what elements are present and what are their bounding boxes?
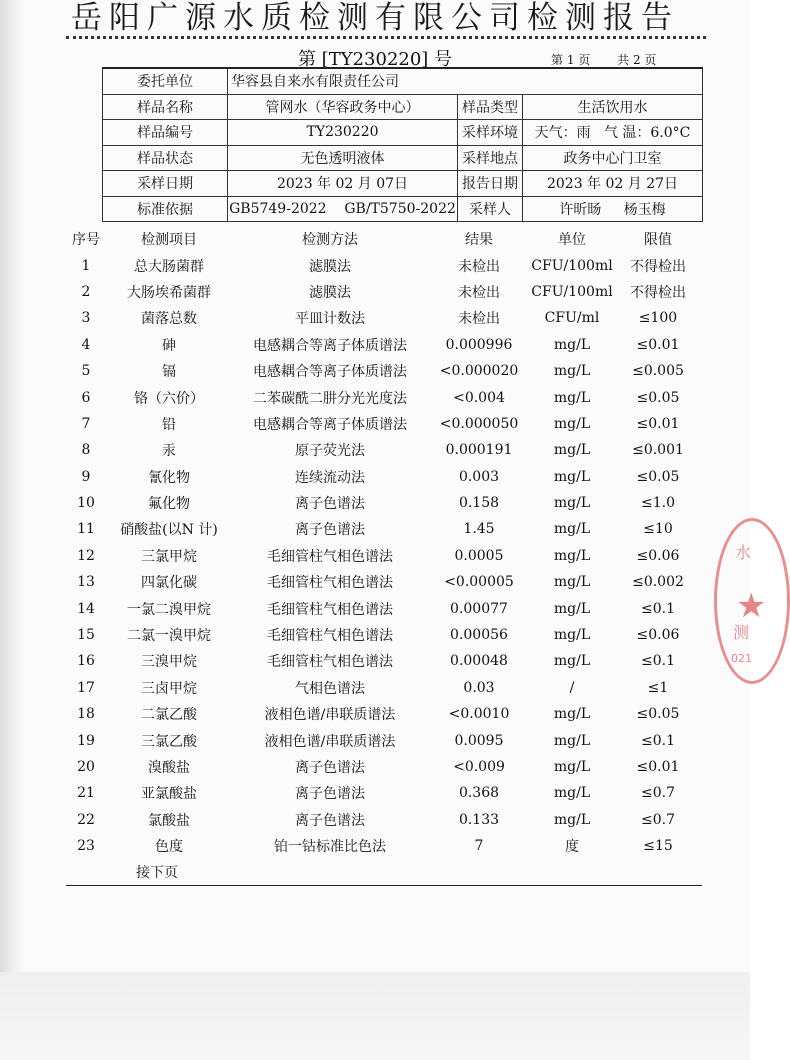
temperature-value: 气 温：6.0°C — [603, 125, 691, 142]
row-result: 7 — [474, 838, 484, 855]
info-row-sample-name — [103, 94, 703, 120]
row-index: 15 — [77, 627, 95, 644]
sample-name-label: 样品名称 — [103, 94, 228, 120]
row-item: 铅 — [162, 416, 176, 433]
row-limit: ≤0.05 — [636, 468, 680, 485]
row-item: 氰化物 — [148, 469, 190, 486]
row-result: 0.00056 — [450, 627, 508, 644]
row-method: 液相色谱/串联质谱法 — [264, 733, 396, 750]
row-item: 镉 — [162, 364, 176, 381]
table-row — [66, 516, 702, 542]
row-unit: mg/L — [553, 759, 591, 775]
row-method: 离子色谱法 — [295, 812, 365, 829]
row-method: 滤膜法 — [309, 258, 351, 275]
table-row — [66, 675, 702, 701]
location-value: 政务中心门卫室 — [523, 145, 703, 171]
title-dotted-divider — [66, 36, 706, 39]
env-label: 采样环境 — [458, 120, 523, 146]
row-limit: ≤0.1 — [641, 600, 675, 617]
row-index: 8 — [81, 442, 91, 459]
table-row — [66, 279, 702, 305]
row-unit: CFU/ml — [544, 310, 600, 327]
row-result: <0.000050 — [439, 415, 519, 432]
report-number: 第 [TY230220] 号 — [297, 49, 453, 70]
seal-text-mid: 测 — [733, 623, 750, 642]
standard-label: 标准依据 — [103, 196, 228, 222]
row-limit: ≤0.7 — [641, 811, 675, 828]
row-result: 未检出 — [458, 311, 500, 328]
row-unit: mg/L — [553, 495, 591, 512]
row-method: 气相色谱法 — [295, 680, 365, 697]
table-row — [66, 252, 702, 278]
sampling-date-value: 2023 年 02 月 07日 — [228, 171, 458, 197]
page-total: 共 2 页 — [617, 53, 657, 67]
table-row — [66, 384, 702, 410]
sampler-value — [523, 196, 703, 222]
row-item: 氟化物 — [148, 496, 190, 513]
row-item: 三溴甲烷 — [141, 654, 197, 671]
row-unit: mg/L — [553, 415, 591, 432]
sampling-date-label: 采样日期 — [103, 171, 228, 197]
row-index: 17 — [77, 679, 95, 696]
table-row — [66, 358, 702, 384]
row-index: 13 — [77, 574, 95, 591]
row-method: 液相色谱/串联质谱法 — [264, 707, 396, 724]
seal-star-icon: ★ — [736, 586, 767, 626]
bottom-divider — [66, 885, 702, 886]
row-result: 0.133 — [458, 811, 500, 828]
table-row — [66, 411, 702, 437]
table-row — [66, 437, 702, 463]
row-unit: mg/L — [553, 468, 591, 485]
row-item: 铬（六价） — [134, 390, 204, 407]
results-body — [66, 252, 702, 859]
row-index: 4 — [81, 336, 91, 353]
report-title: 岳阳广源水质检测有限公司检测报告 — [71, 0, 679, 36]
row-item: 色度 — [155, 839, 183, 856]
table-row — [66, 754, 702, 780]
page-number: 第 1 页 — [551, 53, 591, 67]
row-item: 亚氯酸盐 — [141, 786, 197, 803]
table-row — [66, 490, 702, 516]
test-results-table — [66, 226, 702, 859]
row-item: 总大肠菌群 — [134, 258, 204, 275]
row-method: 电感耦合等离子体质谱法 — [253, 337, 407, 354]
row-result: 0.368 — [458, 785, 500, 802]
row-item: 三氯乙酸 — [141, 733, 197, 750]
row-result: 0.00077 — [450, 600, 508, 617]
row-result: <0.000020 — [439, 363, 519, 380]
report-date-label: 报告日期 — [458, 171, 523, 197]
row-index: 10 — [77, 495, 95, 512]
row-method: 离子色谱法 — [295, 496, 365, 513]
row-unit: mg/L — [553, 547, 591, 564]
client-label: 委托单位 — [103, 68, 228, 94]
row-limit: ≤0.1 — [641, 732, 675, 749]
row-method: 铂一钴标准比色法 — [274, 839, 386, 856]
results-header-row — [66, 226, 702, 252]
table-row — [66, 332, 702, 358]
row-item: 菌落总数 — [141, 311, 197, 328]
row-index: 20 — [77, 759, 95, 775]
row-method: 离子色谱法 — [295, 522, 365, 539]
row-method: 毛细管柱气相色谱法 — [267, 548, 393, 565]
row-index: 5 — [81, 363, 91, 380]
standard-value: GB5749-2022 GB/T5750-2022 — [228, 196, 458, 222]
row-limit: ≤10 — [643, 521, 673, 538]
info-row-state — [103, 145, 703, 171]
row-item: 四氯化碳 — [141, 575, 197, 592]
row-limit: ≤0.1 — [641, 653, 675, 670]
sampler-label: 采样人 — [458, 196, 523, 222]
row-index: 22 — [77, 811, 95, 828]
row-limit: ≤0.01 — [636, 415, 680, 432]
table-row — [66, 833, 702, 859]
table-row — [66, 807, 702, 833]
row-result: 未检出 — [458, 258, 500, 275]
info-row-standard — [103, 196, 703, 222]
row-index: 12 — [77, 547, 95, 564]
row-unit: mg/L — [553, 653, 591, 670]
header-result: 结果 — [465, 232, 493, 249]
sample-no-label: 样品编号 — [103, 120, 228, 146]
row-unit: mg/L — [553, 363, 591, 380]
row-limit: ≤15 — [643, 838, 673, 855]
row-unit: mg/L — [553, 600, 591, 617]
row-method: 连续流动法 — [295, 469, 365, 486]
row-method: 离子色谱法 — [295, 786, 365, 803]
sample-name-value: 管网水（华容政务中心） — [228, 94, 458, 120]
state-value: 无色透明液体 — [228, 145, 458, 171]
row-index: 21 — [77, 785, 95, 802]
row-result: 0.003 — [458, 468, 500, 485]
info-row-sample-no — [103, 120, 703, 146]
row-unit: mg/L — [553, 732, 591, 749]
row-result: 0.000996 — [445, 336, 513, 353]
continue-note: 接下页 — [136, 865, 178, 881]
client-value: 华容县自来水有限责任公司 — [228, 68, 703, 94]
page-indicator — [551, 51, 660, 68]
seal-text-top: 水 — [735, 543, 752, 562]
row-unit: mg/L — [553, 627, 591, 644]
table-row — [66, 569, 702, 595]
row-result: 1.45 — [463, 521, 495, 538]
info-row-date — [103, 171, 703, 197]
row-unit: mg/L — [553, 811, 591, 828]
scan-shadow-edge — [0, 0, 26, 972]
row-index: 3 — [81, 310, 91, 327]
row-limit: ≤0.7 — [641, 785, 675, 802]
row-limit: ≤0.01 — [636, 759, 680, 775]
row-unit: mg/L — [553, 706, 591, 723]
row-item: 砷 — [162, 337, 176, 354]
row-method: 电感耦合等离子体质谱法 — [253, 364, 407, 381]
page-bottom-margin — [0, 972, 750, 1060]
row-index: 2 — [81, 283, 91, 300]
sample-type-label: 样品类型 — [458, 94, 523, 120]
row-result: <0.004 — [453, 389, 505, 406]
table-row — [66, 780, 702, 806]
row-result: <0.0010 — [448, 706, 510, 723]
header-method: 检测方法 — [302, 232, 358, 249]
row-item: 硝酸盐(以N 计) — [120, 522, 218, 539]
row-method: 滤膜法 — [309, 284, 351, 301]
sample-no-value: TY230220 — [228, 120, 458, 146]
table-row — [66, 464, 702, 490]
table-row — [66, 648, 702, 674]
row-unit: CFU/100ml — [531, 257, 613, 274]
row-limit: 不得检出 — [630, 258, 686, 275]
row-index: 14 — [77, 600, 95, 617]
row-item: 氯酸盐 — [148, 812, 190, 829]
header-index: 序号 — [72, 232, 100, 249]
row-unit: mg/L — [553, 389, 591, 406]
row-method: 毛细管柱气相色谱法 — [267, 654, 393, 671]
row-item: 二氯一溴甲烷 — [127, 628, 211, 645]
location-label: 采样地点 — [458, 145, 523, 171]
row-unit: CFU/100ml — [531, 283, 613, 300]
row-result: 0.158 — [458, 495, 500, 512]
row-unit: mg/L — [553, 521, 591, 538]
row-result: <0.00005 — [444, 574, 514, 591]
row-index: 7 — [81, 415, 91, 432]
weather-value: 天气：雨 — [534, 125, 591, 142]
row-unit: / — [569, 679, 575, 696]
row-result: 0.03 — [463, 679, 495, 696]
row-method: 毛细管柱气相色谱法 — [267, 601, 393, 618]
row-limit: ≤0.05 — [636, 389, 680, 406]
table-row — [66, 701, 702, 727]
row-index: 11 — [77, 521, 95, 538]
row-item: 三氯甲烷 — [141, 548, 197, 565]
row-index: 19 — [77, 732, 95, 749]
row-unit: mg/L — [553, 336, 591, 353]
row-limit: ≤0.01 — [636, 336, 680, 353]
row-result: <0.009 — [453, 759, 505, 775]
row-item: 大肠埃希菌群 — [127, 284, 211, 301]
row-limit: ≤0.06 — [636, 547, 680, 564]
row-method: 原子荧光法 — [295, 443, 365, 460]
row-limit: ≤0.001 — [632, 442, 684, 459]
state-label: 样品状态 — [103, 145, 228, 171]
row-result: 0.0095 — [454, 732, 504, 749]
row-index: 6 — [81, 389, 91, 406]
header-unit: 单位 — [558, 232, 586, 249]
table-row — [66, 622, 702, 648]
row-item: 二氯乙酸 — [141, 707, 197, 724]
table-row — [66, 305, 702, 331]
row-limit: ≤0.002 — [632, 574, 684, 591]
seal-text-bottom: 021 — [731, 652, 752, 665]
row-item: 三卤甲烷 — [141, 680, 197, 697]
row-limit: 不得检出 — [630, 284, 686, 301]
row-index: 23 — [77, 838, 95, 855]
row-limit: ≤1.0 — [641, 495, 675, 512]
row-limit: ≤100 — [638, 310, 678, 327]
row-method: 平皿计数法 — [295, 311, 365, 328]
row-unit: 度 — [565, 839, 579, 856]
row-unit: mg/L — [553, 442, 591, 459]
header-item: 检测项目 — [141, 232, 197, 249]
table-row — [66, 543, 702, 569]
table-row — [66, 727, 702, 753]
row-item: 溴酸盐 — [148, 760, 190, 776]
row-index: 18 — [77, 706, 95, 723]
sample-type-value: 生活饮用水 — [523, 94, 703, 120]
table-row — [66, 595, 702, 621]
sample-info-table — [102, 67, 703, 222]
row-result: 0.000191 — [445, 442, 513, 459]
row-method: 毛细管柱气相色谱法 — [267, 575, 393, 592]
row-method: 离子色谱法 — [295, 760, 365, 776]
env-value — [523, 120, 703, 146]
row-item: 汞 — [162, 443, 176, 460]
row-limit: ≤0.06 — [636, 627, 680, 644]
row-limit: ≤0.005 — [632, 363, 684, 380]
info-row-client — [103, 68, 703, 94]
row-unit: mg/L — [553, 785, 591, 802]
row-index: 16 — [77, 653, 95, 670]
row-result: 0.0005 — [454, 547, 504, 564]
row-unit: mg/L — [553, 574, 591, 591]
row-result: 未检出 — [458, 284, 500, 301]
row-method: 电感耦合等离子体质谱法 — [253, 416, 407, 433]
report-date-value: 2023 年 02 月 27日 — [523, 171, 703, 197]
row-index: 9 — [81, 468, 91, 485]
sampler-1: 许昕旸 — [559, 201, 602, 218]
row-item: 一氯二溴甲烷 — [127, 601, 211, 618]
header-limit: 限值 — [644, 232, 672, 249]
row-method: 二苯碳酰二肼分光光度法 — [253, 390, 407, 407]
row-limit: ≤1 — [647, 679, 669, 696]
row-index: 1 — [81, 257, 91, 274]
sampler-2: 杨玉梅 — [623, 201, 666, 218]
row-limit: ≤0.05 — [636, 706, 680, 723]
row-result: 0.00048 — [450, 653, 508, 670]
row-method: 毛细管柱气相色谱法 — [267, 628, 393, 645]
